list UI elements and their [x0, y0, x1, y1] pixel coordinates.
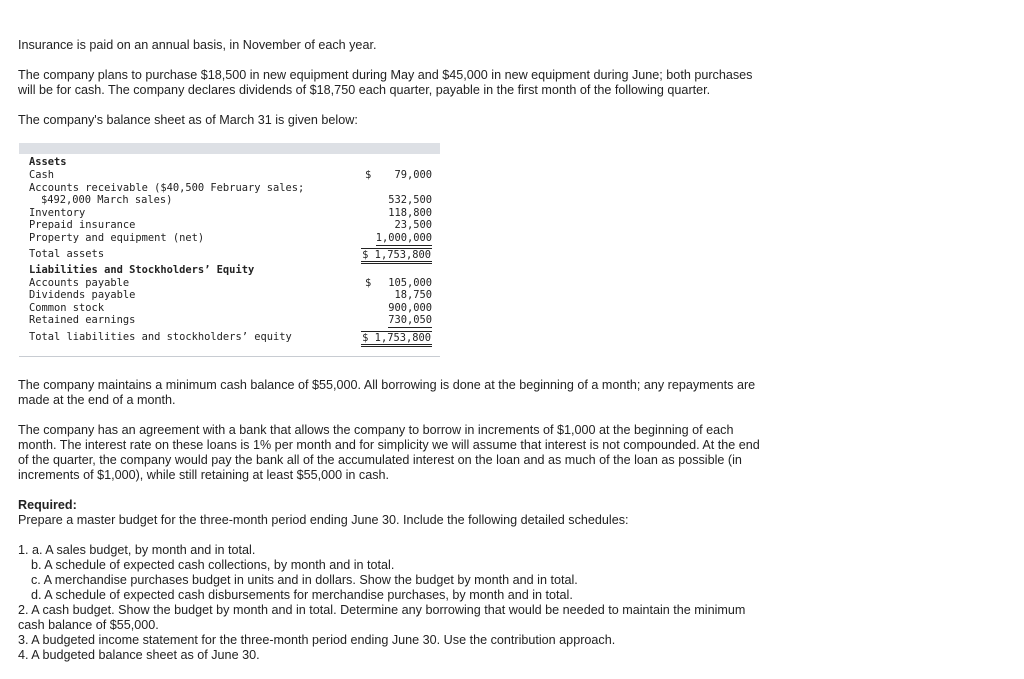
paragraph-line: of the quarter, the company would pay the bank all of the accumulated interest on the loan and as much of the loan as possible (in	[18, 453, 742, 467]
table-row: Property and equipment (net) 1,000,000	[29, 232, 432, 244]
list-item: 2. A cash budget. Show the budget by month and in total. Determine any borrowing that would be needed to maintain the minimum	[18, 603, 746, 617]
paragraph-balance-sheet-intro: The company's balance sheet as of March 31 is given below:	[18, 113, 358, 127]
paragraph-equipment-dividends	[18, 68, 798, 98]
list-item: cash balance of $55,000.	[18, 618, 159, 632]
table-row: Dividends payable 18,750	[29, 289, 432, 301]
paragraph-bank-agreement	[18, 423, 808, 483]
list-item: d. A schedule of expected cash disbursements for merchandise purchases, by month and in total.	[31, 588, 573, 602]
table-row: Retained earnings 730,050	[29, 314, 432, 326]
table-row: Prepaid insurance 23,500	[29, 219, 432, 231]
table-row: Accounts receivable ($40,500 February sales;	[29, 182, 305, 194]
liabilities-heading: Liabilities and Stockholders’ Equity	[29, 264, 255, 276]
assets-heading: Assets	[29, 156, 67, 168]
list-item: 1. a. A sales budget, by month and in total.	[18, 543, 256, 557]
list-item: b. A schedule of expected cash collections, by month and in total.	[31, 558, 395, 572]
table-row: Accounts payable $ 105,000	[29, 277, 432, 289]
paragraph-line: increments of $1,000), while still retaining at least $55,000 in cash.	[18, 468, 390, 482]
table-row: Inventory 118,800	[29, 207, 432, 219]
table-row: Cash $ 79,000	[29, 169, 432, 181]
list-item: c. A merchandise purchases budget in units and in dollars. Show the budget by month and in total.	[31, 573, 578, 587]
paragraph-line: month. The interest rate on these loans is 1% per month and for simplicity we will assume that interest is not compounded. At the end	[18, 438, 760, 452]
paragraph-minimum-cash	[18, 378, 808, 408]
paragraph-line: The company plans to purchase $18,500 in new equipment during May and $45,000 in new equipment during June; both purchases	[18, 68, 753, 82]
paragraph-line: made at the end of a month.	[18, 393, 176, 407]
table-row: $492,000 March sales) 532,500	[41, 194, 432, 206]
paragraph-line: will be for cash. The company declares dividends of $18,750 each quarter, payable in the first month of the following quarter.	[18, 83, 711, 97]
table-row: Common stock 900,000	[29, 302, 432, 314]
total-assets-row: Total assets $ 1,753,800	[29, 248, 432, 261]
paragraph-insurance: Insurance is paid on an annual basis, in November of each year.	[18, 38, 377, 52]
list-item: 3. A budgeted income statement for the three-month period ending June 30. Use the contribution approach.	[18, 633, 616, 647]
total-liabilities-equity-row: Total liabilities and stockholders’ equity $ 1,753,800	[29, 331, 432, 344]
balance-sheet-table	[19, 143, 440, 357]
paragraph-line: The company has an agreement with a bank that allows the company to borrow in increments of $1,000 at the beginning of each	[18, 423, 734, 437]
required-intro: Prepare a master budget for the three-month period ending June 30. Include the following detailed schedules:	[18, 513, 629, 527]
required-heading: Required:	[18, 498, 77, 512]
list-item: 4. A budgeted balance sheet as of June 30.	[18, 648, 260, 662]
paragraph-line: The company maintains a minimum cash balance of $55,000. All borrowing is done at the beginning of a month; any repayments are	[18, 378, 756, 392]
